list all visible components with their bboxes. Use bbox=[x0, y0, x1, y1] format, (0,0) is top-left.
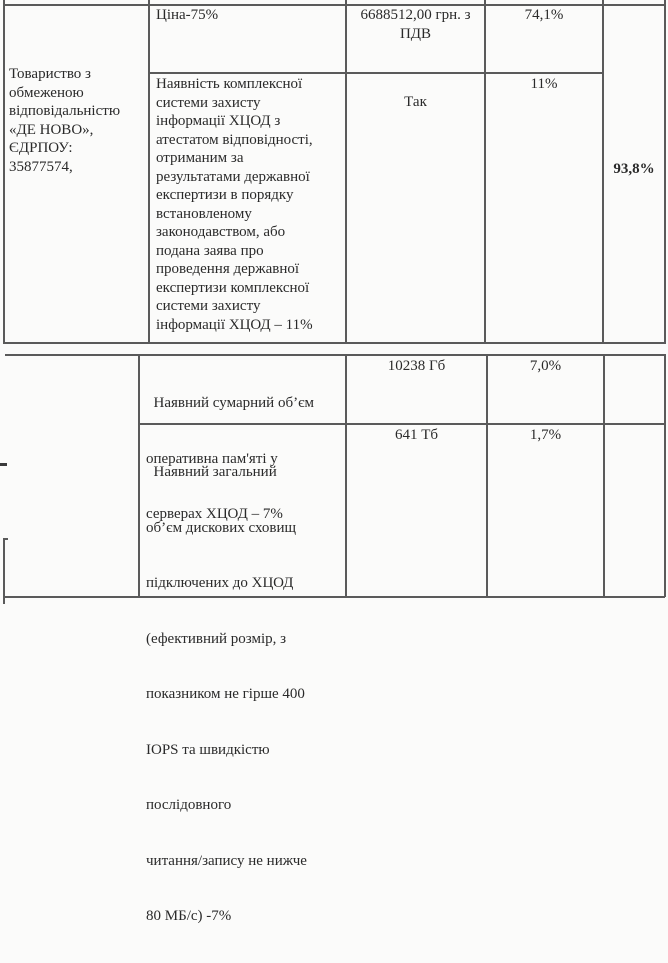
security-value-cell: Так bbox=[404, 94, 427, 110]
table2-col-divider-2 bbox=[345, 354, 347, 597]
security-score-cell: 11% bbox=[530, 76, 558, 92]
scan-artifact-corner bbox=[3, 538, 8, 540]
criterion-line: Наявний сумарний об’єм bbox=[146, 395, 315, 411]
criterion-line: експертизи в порядку bbox=[156, 187, 294, 203]
company-line: Товариство з bbox=[9, 66, 91, 82]
company-line: 35877574, bbox=[9, 158, 73, 175]
table1-border-left bbox=[3, 0, 5, 344]
criterion-line: об’єм дискових сховищ bbox=[146, 519, 297, 536]
table2-col-divider-1 bbox=[138, 354, 140, 597]
criterion-line: законодавством, або bbox=[156, 224, 286, 240]
criterion-line: подана заява про bbox=[156, 242, 264, 259]
criterion-line: серверах ХЦОД – 7% bbox=[146, 506, 283, 522]
ram-value-cell: 10238 Гб bbox=[387, 358, 446, 374]
criterion-line: підключених до ХЦОД bbox=[146, 575, 294, 591]
company-line: відповідальністю bbox=[9, 103, 121, 119]
table2-col-divider-4 bbox=[603, 354, 605, 597]
storage-value-cell: 641 Тб bbox=[394, 427, 439, 443]
criterion-line: експертизи комплексної bbox=[156, 279, 310, 296]
criterion-line: отриманим за bbox=[156, 150, 244, 166]
criterion-storage-cell bbox=[146, 426, 344, 963]
table2-col-divider-3 bbox=[486, 354, 488, 597]
storage-score-cell: 1,7% bbox=[529, 427, 562, 443]
table1-bottom-border bbox=[3, 342, 665, 344]
price-value-line: ПДВ bbox=[399, 25, 432, 42]
company-line: обмеженою bbox=[9, 84, 84, 101]
price-value-line: 6688512,00 грн. з bbox=[360, 7, 471, 23]
criterion-line: читання/запису не нижче bbox=[146, 852, 307, 869]
criterion-line: показником не гірше 400 bbox=[146, 686, 305, 702]
table1-col-divider-3 bbox=[484, 0, 486, 344]
criterion-security-cell bbox=[156, 75, 346, 334]
criterion-line: проведення державної bbox=[156, 261, 300, 277]
criterion-line: (ефективний розмір, з bbox=[146, 630, 287, 647]
company-name-cell bbox=[9, 65, 147, 176]
table1-col-divider-1 bbox=[148, 0, 150, 344]
criterion-line: оперативна пам'яті у bbox=[146, 450, 278, 467]
criterion-line: атестатом відповідності, bbox=[156, 131, 313, 148]
criterion-line: результатами державної bbox=[156, 168, 310, 185]
total-score-cell: 93,8% bbox=[613, 161, 655, 177]
company-line: «ДЕ НОВО», bbox=[9, 121, 94, 138]
price-score-cell: 74,1% bbox=[524, 7, 564, 23]
scan-artifact-mark bbox=[0, 463, 7, 466]
table2-border-right bbox=[664, 354, 666, 597]
criterion-line: встановленому bbox=[156, 205, 252, 222]
table1-row-divider bbox=[148, 72, 603, 74]
criterion-line: 80 МБ/с) -7% bbox=[146, 908, 232, 924]
criterion-line: IOPS та швидкістю bbox=[146, 741, 270, 758]
price-value-cell bbox=[347, 6, 484, 43]
table2-top-border bbox=[5, 354, 665, 356]
criterion-line: системи захисту bbox=[156, 94, 261, 111]
criterion-line: Наявний загальний bbox=[146, 464, 277, 480]
scan-artifact-line bbox=[3, 538, 5, 604]
criterion-line: інформації ХЦОД з bbox=[156, 113, 281, 129]
table1-border-right bbox=[664, 0, 666, 344]
ram-score-cell: 7,0% bbox=[529, 358, 562, 374]
criterion-price-cell: Ціна-75% bbox=[156, 7, 219, 23]
company-line: ЄДРПОУ: bbox=[9, 140, 73, 156]
criterion-line: Наявність комплексної bbox=[156, 76, 303, 92]
criterion-line: послідовного bbox=[146, 797, 232, 813]
criterion-line: інформації ХЦОД – 11% bbox=[156, 316, 313, 333]
criterion-line: системи захисту bbox=[156, 298, 261, 314]
